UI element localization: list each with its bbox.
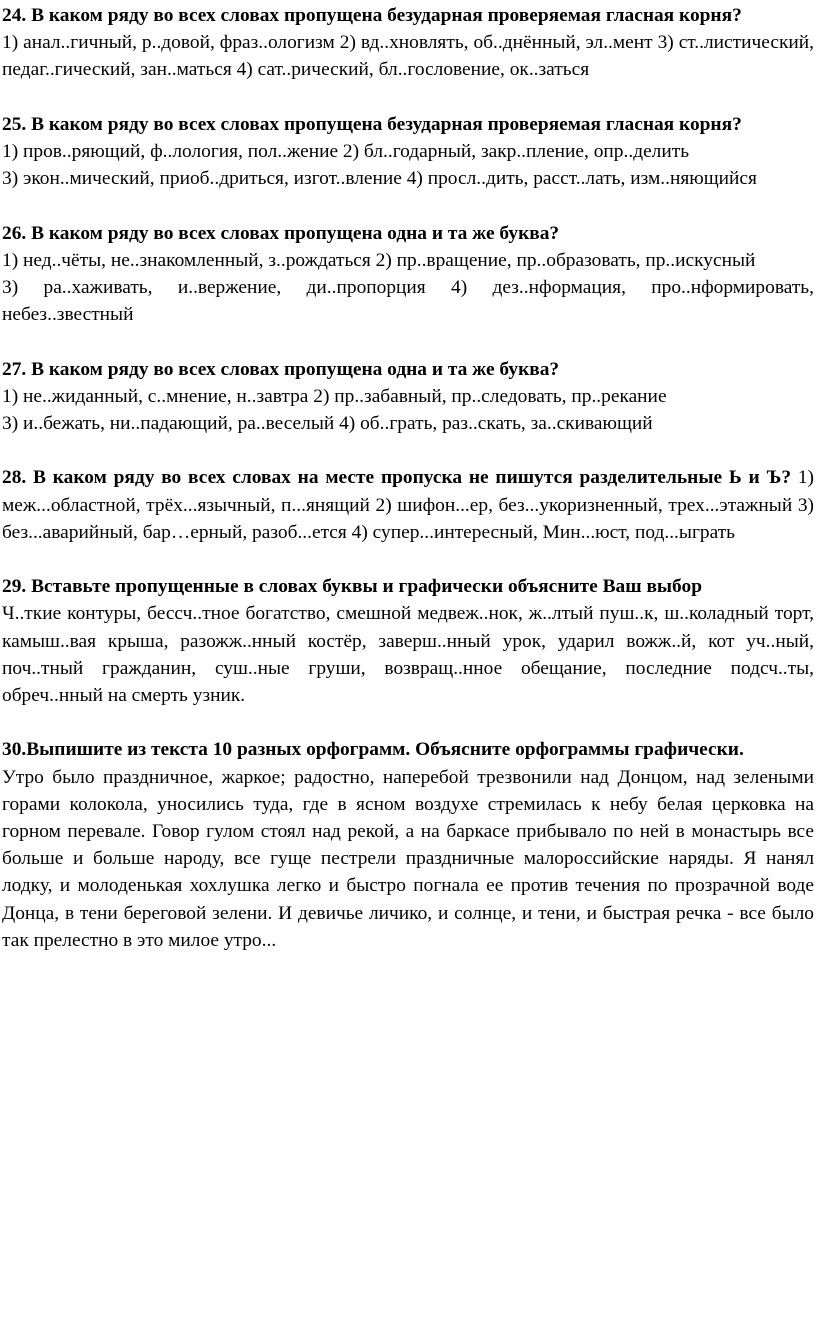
task-question: 30.Выпишите из текста 10 разных орфограмм. Объясните орфограммы графически. [2,739,744,761]
task-26 [2,220,814,329]
task-text: Утро было праздничное, жаркое; радостно, наперебой трезвонили над Донцом, над зелеными горами колокола, уносились туда, где в ясном воздухе стремилась к небу белая церковка на горном перевале. Говор гулом стоял над рекой, а на баркасе прибывало по ней в монастырь все больше и больше народу, все гуще пестрели праздничные малороссийские наряды. Я нанял лодку, и молоденькая хохлушка легко и быстро погнала ее против течения по прозрачной воде Донца, в тени береговой зелени. И девичье личико, и солнце, и тени, и быстрая речка - все было так прелестно в это милое утро... [2,766,814,951]
task-text: Ч..ткие контуры, бессч..тное богатство, смешной медвеж..нок, ж..лтый пуш..к, ш..коладный торт, камыш..вая крыша, разожж..нный костёр, заверш..нный урок, ударил вожж..й, кот уч..ный, поч..тный гражданин, суш..ные груши, возвращ..нное обещание, последние подсч..ты, обреч..нный на смерть узник. [2,603,814,706]
task-options: 1) анал..гичный, р..довой, фраз..ологизм 2) вд..хновлять, об..днённый, эл..мент 3) ст..листический, педаг..гический, зан..маться 4) сат..рический, бл..гословение, ок..заться [2,32,814,81]
task-options: 1) не..жиданный, с..мнение, н..завтра 2) пр..забавный, пр..следовать, пр..рекание [2,385,667,407]
task-options: 1) меж...областной, трёх...язычный, п...янящий 2) шифон...ер, без...укоризненный, трех...этажный 3) без...аварийный, бар…ерный, разоб...ется 4) супер...интересный, Мин...юст, под...ыграть [2,467,814,543]
task-question: 26. В каком ряду во всех словах пропущена одна и та же буква? [2,222,560,244]
task-29 [2,573,814,709]
task-options: 3) экон..мический, приоб..дриться, изгот..вление 4) просл..дить, расст..лать, изм..няющийся [2,168,757,190]
task-27 [2,356,814,438]
task-question: 24. В каком ряду во всех словах пропущена безударная проверяемая гласная корня? [2,5,742,26]
task-options: 3) и..бежать, ни..падающий, ра..веселый 4) об..грать, раз..скать, за..скивающий [2,413,653,434]
task-28 [2,464,814,546]
task-question: 27. В каком ряду во всех словах пропущена одна и та же буква? [2,358,560,380]
task-options: 3) ра..хаживать, и..вержение, ди..пропорция 4) дез..нформация, про..нформировать, небез..звестный [2,277,814,326]
task-paragraph [2,464,814,546]
task-30 [2,736,814,954]
task-question: 29. Вставьте пропущенные в словах буквы и графически объясните Ваш выбор [2,576,702,598]
task-24 [2,2,814,84]
task-25 [2,111,814,193]
task-options: 1) нед..чёты, не..знакомленный, з..рождаться 2) пр..вращение, пр..образовать, пр..искусный [2,249,756,271]
task-options: 1) пров..ряющий, ф..лология, пол..жение 2) бл..годарный, закр..пление, опр..делить [2,141,690,162]
task-question: 28. В каком ряду во всех словах на месте пропуска не пишутся разделительные Ь и Ъ? [2,467,792,489]
task-question: 25. В каком ряду во всех словах пропущена безударная проверяемая гласная корня? [2,113,742,135]
